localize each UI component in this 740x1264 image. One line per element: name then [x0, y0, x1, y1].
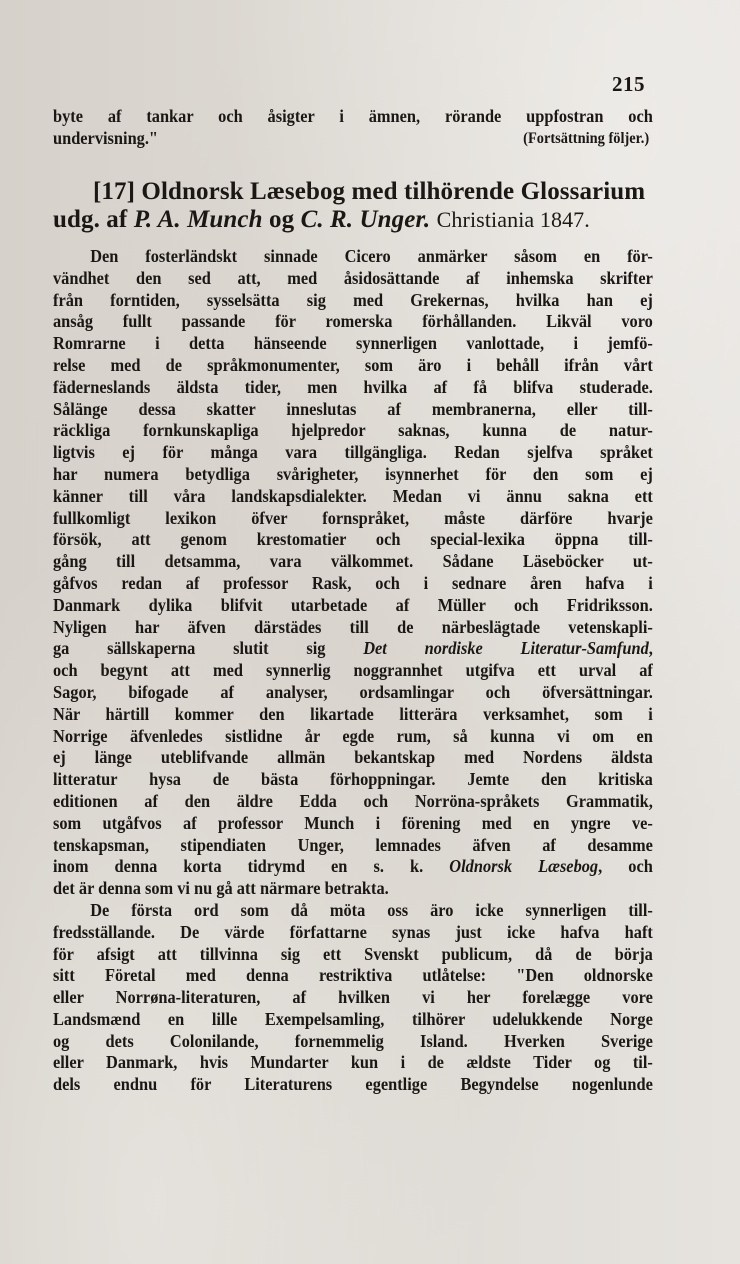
text-line: fredsställande. De värde författarne synas just icke hafva haft	[53, 921, 653, 942]
text-line: relse med de språkmonumenter, som äro i behåll ifrån vårt	[53, 354, 653, 375]
text-line: byte af tankar och åsigter i ämnen, rörande uppfostran och	[53, 106, 653, 126]
text-line: Landsmænd en lille Exempelsamling, tilhörer udelukkende Norge	[53, 1008, 653, 1029]
text-line: De första ord som då möta oss äro icke synnerligen till-	[90, 899, 653, 920]
text-line: räckliga fornkunskapliga hjelpredor saknas, kunna de natur-	[53, 420, 653, 441]
text-line: dels endnu för Literaturens egentlige Begyndelse nogenlunde	[53, 1074, 653, 1095]
paragraph-1	[53, 246, 653, 900]
italic-title: Det nordiske Literatur-Samfund	[363, 638, 649, 659]
text-line: eller Danmark, hvis Mundarter kun i de ældste Tider og til-	[53, 1052, 653, 1073]
page-number: 215	[612, 72, 645, 96]
text-line: Danmark dylika blifvit utarbetade af Müller och Fridriksson.	[53, 594, 653, 615]
text-line: försök, att genom krestomatier och special-lexika öppna till-	[53, 529, 653, 550]
text-line: ansåg fullt passande för romerska förhållanden. Likväl voro	[53, 311, 653, 332]
conjunction: og	[269, 206, 295, 233]
text-line: og dets Colonilande, fornemmelig Island. Hverken Sverige	[53, 1030, 653, 1051]
text-line: sitt Företal med denna restriktiva utlåtelse: "Den oldnorske	[53, 965, 653, 986]
previous-article-end	[53, 106, 653, 150]
text-line: Norrige äfvenledes sistlidne år egde rum, så kunna vi om en	[53, 725, 653, 746]
text-line: vändhet den sed att, med åsidosättande af inhemska skrifter	[53, 267, 653, 288]
text-line: Den fosterländskt sinnade Cicero anmärker såsom en för-	[90, 246, 653, 266]
editor-prefix: udg. af	[53, 206, 128, 233]
text-line: Sålänge dessa skatter inneslutas af membranerna, eller till-	[53, 398, 653, 419]
text-line: gång till detsamma, vara välkommet. Sådane Läseböcker ut-	[53, 551, 653, 572]
paragraph-2	[53, 900, 653, 1096]
text-line: som utgåfvos af professor Munch i förening med en yngre ve-	[53, 812, 653, 833]
text-line: editionen af den äldre Edda och Norröna-språkets Grammatik,	[53, 790, 653, 811]
review-title-line-2	[53, 206, 653, 234]
text-line-with-italic: ga sällskaperna slutit sig Det nordiske Literatur-Samfund,	[53, 638, 653, 659]
text-line: fäderneslands äldsta tider, men hvilka af få blifva studerade.	[53, 376, 653, 397]
text-line: Nyligen har äfven därstädes till de närbeslägtade vetenskapli-	[53, 616, 653, 637]
review-title: Oldnorsk Læsebog med tilhörende Glossarium	[141, 178, 646, 205]
review-body	[53, 246, 653, 1096]
text-line-content: undervisning."	[53, 127, 159, 148]
author-2: C. R. Unger.	[300, 206, 431, 233]
review-number: [17]	[93, 178, 136, 205]
text-line: känner till våra landskapsdialekter. Medan vi ännu sakna ett	[53, 485, 653, 506]
continuation-note: (Fortsättning följer.)	[523, 129, 650, 147]
text-line: tenskapsman, stipendiaten Unger, lemnades äfven af desamme	[53, 834, 653, 855]
text-line: fullkomligt lexikon öfver fornspråket, måste därföre hvarje	[53, 507, 653, 528]
text-line: från forntiden, sysselsätta sig med Grekernas, hvilka han ej	[53, 289, 653, 310]
text-line: ligtvis ej för många vara tillgängliga. Redan sjelfva språket	[53, 442, 653, 463]
author-1: P. A. Munch	[133, 206, 263, 233]
place-year: Christiania 1847.	[436, 207, 590, 232]
text-line: eller Norrøna-literaturen, af hvilken vi her forelægge vore	[53, 987, 653, 1008]
text-line: gåfvos redan af professor Rask, och i sednare åren hafva i	[53, 572, 653, 593]
review-title-line-1	[53, 178, 653, 206]
text-line: När härtill kommer den likartade litterära verksamhet, som i	[53, 703, 653, 724]
text-line: Romrarne i detta hänseende synnerligen vanlottade, i jemfö-	[53, 333, 653, 354]
review-heading	[53, 178, 653, 234]
text-line-with-italic: inom denna korta tidrymd en s. k. Oldnorsk Læsebog, och	[53, 856, 653, 877]
text-line: ej länge uteblifvande allmän bekantskap med Nordens äldsta	[53, 747, 653, 768]
text-line	[53, 128, 653, 150]
text-line: för afsigt att tillvinna sig ett Svenskt publicum, då de börja	[53, 943, 653, 964]
text-line: har numera betydliga svårigheter, isynnerhet för den som ej	[53, 463, 653, 484]
text-line: Sagor, bifogade af analyser, ordsamlingar och öfversättningar.	[53, 681, 653, 702]
text-line: och begynt att med synnerlig noggrannhet utgifva ett urval af	[53, 660, 653, 681]
text-line: litteratur hysa de bästa förhoppningar. Jemte den kritiska	[53, 769, 653, 790]
text-line: det är denna som vi nu gå att närmare betrakta.	[53, 878, 389, 899]
italic-title: Oldnorsk Læsebog	[449, 856, 599, 877]
